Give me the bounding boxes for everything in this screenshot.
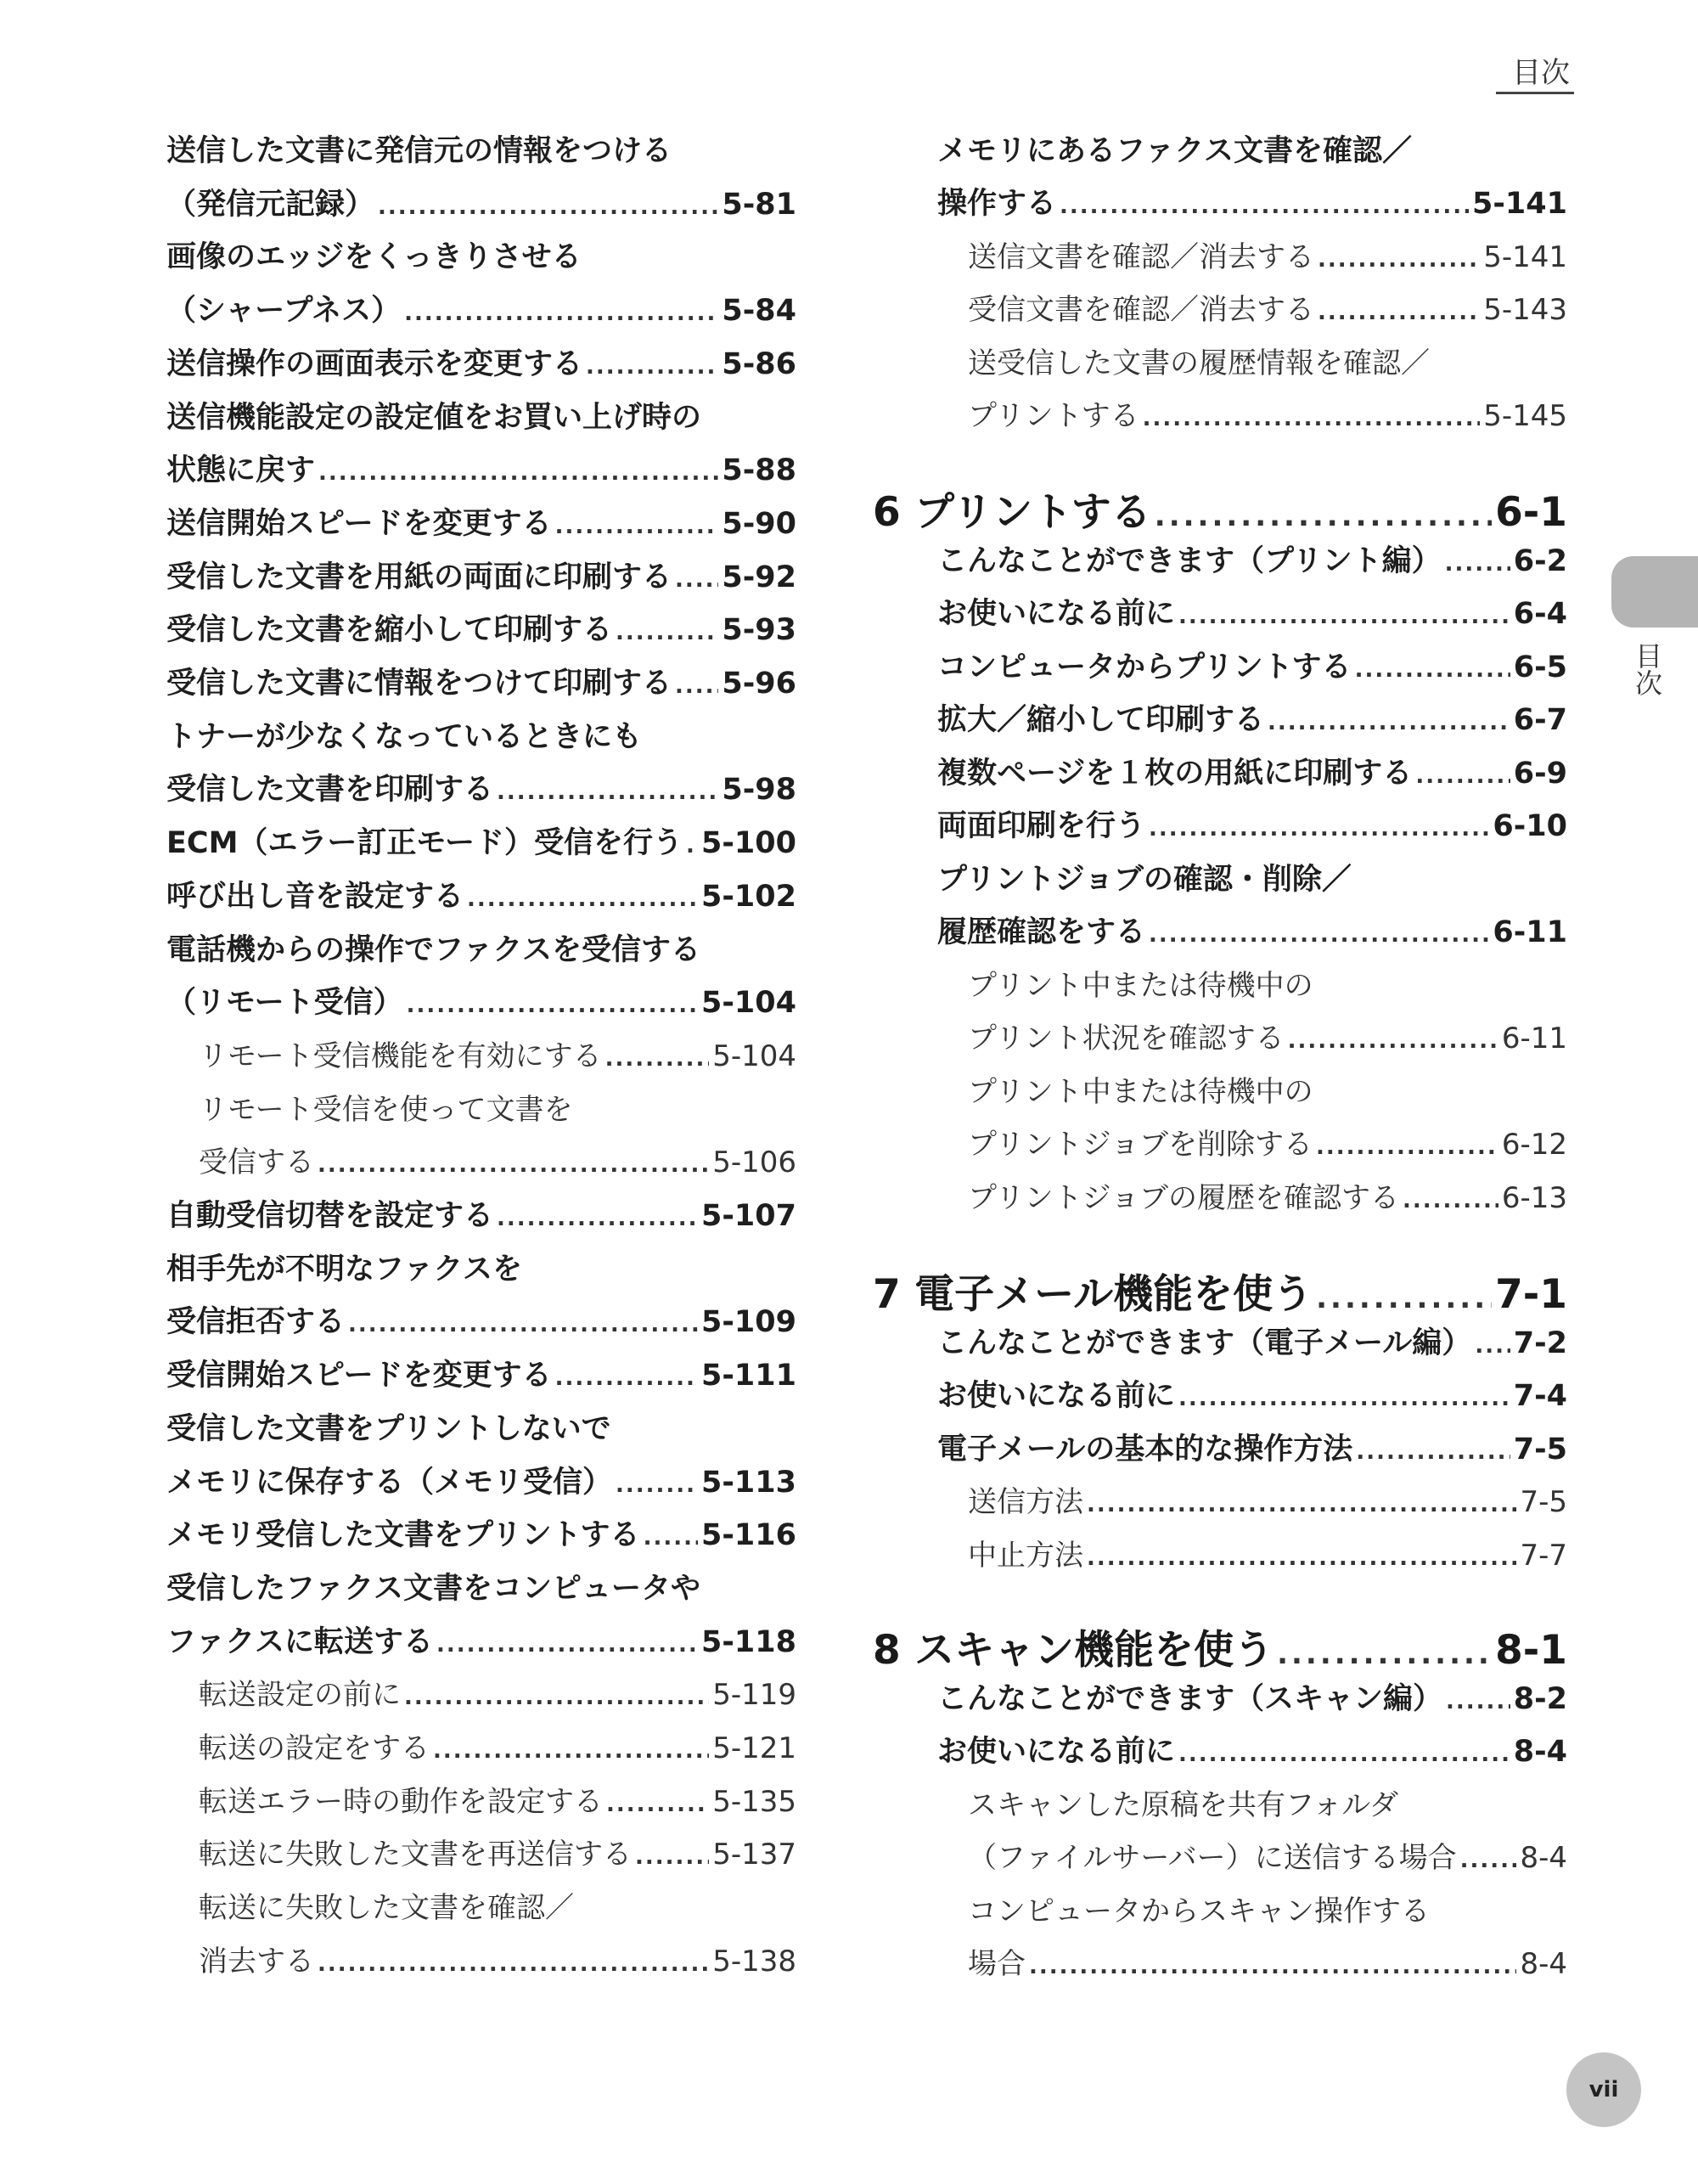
toc-entry-page: 5-118 xyxy=(701,1625,796,1659)
toc-leader-dots xyxy=(1143,406,1481,431)
toc-leader-dots xyxy=(644,1525,698,1551)
toc-entry-title: お使いになる前に xyxy=(937,597,1176,631)
toc-leader-dots xyxy=(378,194,718,220)
toc-leader-dots xyxy=(404,1685,709,1710)
toc-entry-page: 6-11 xyxy=(1501,1022,1567,1055)
toc-entry[interactable] xyxy=(199,1033,796,1084)
toc-entry-title: トナーが少なくなっているときにも xyxy=(166,720,643,754)
toc-entry-title: 受信したファクス文書をコンピュータや xyxy=(166,1572,700,1606)
toc-entry-title: お使いになる前に xyxy=(937,1735,1176,1769)
toc-entry[interactable] xyxy=(166,1459,796,1510)
toc-entry-title: 状態に戻す xyxy=(166,453,316,487)
toc-entry-title: メモリ受信した文書をプリントする xyxy=(166,1518,640,1552)
toc-entry-title: プリントジョブの履歴を確認する xyxy=(968,1181,1399,1215)
toc-entry-page: 5-138 xyxy=(712,1945,796,1979)
toc-leader-dots xyxy=(675,673,718,699)
toc-entry[interactable] xyxy=(166,1246,796,1297)
toc-entry[interactable] xyxy=(166,606,796,657)
toc-entry[interactable] xyxy=(937,802,1567,853)
toc-entry-title: 受信拒否する xyxy=(166,1305,346,1339)
toc-entry-page: 5-93 xyxy=(722,613,796,647)
toc-entry[interactable] xyxy=(166,926,796,977)
toc-entry-title: 送受信した文書の履歴情報を確認／ xyxy=(968,346,1430,380)
toc-entry-page: 5-92 xyxy=(722,560,796,594)
toc-entry[interactable] xyxy=(968,286,1567,337)
toc-entry-page: 7-2 xyxy=(1513,1326,1567,1360)
header-rule xyxy=(1496,92,1574,94)
toc-entry-title: 場合 xyxy=(968,1947,1026,1981)
toc-leader-dots xyxy=(555,1365,698,1391)
toc-entry-title: 送信開始スピードを変更する xyxy=(166,507,552,541)
toc-entry-page: 5-98 xyxy=(722,773,796,807)
toc-entry-title: お使いになる前に xyxy=(937,1379,1176,1413)
toc-entry-title: 6 プリントする xyxy=(873,489,1151,536)
toc-leader-dots xyxy=(407,993,698,1018)
toc-entry-page: 5-141 xyxy=(1483,240,1567,274)
toc-entry-page: 5-102 xyxy=(701,880,796,914)
toc-entry-page: 5-121 xyxy=(712,1731,796,1765)
toc-entry[interactable] xyxy=(166,713,796,764)
toc-entry-page: 6-9 xyxy=(1513,757,1567,791)
toc-entry-page: 5-116 xyxy=(701,1518,796,1552)
toc-entry-title: リモート受信機能を有効にする xyxy=(199,1039,602,1073)
toc-entry-title: 履歴確認をする xyxy=(937,915,1146,949)
toc-entry[interactable] xyxy=(166,181,796,232)
toc-leader-dots xyxy=(1149,816,1489,842)
toc-entry-title: （シャープネス） xyxy=(166,294,402,328)
toc-entry-title: 送信した文書に発信元の情報をつける xyxy=(166,134,672,168)
toc-entry[interactable] xyxy=(968,1532,1567,1583)
toc-entry-page: 7-7 xyxy=(1520,1539,1567,1573)
toc-entry[interactable] xyxy=(937,909,1567,960)
toc-entry[interactable] xyxy=(166,1298,796,1349)
toc-entry-title: 転送に失敗した文書を確認／ xyxy=(199,1891,574,1925)
toc-leader-dots xyxy=(497,780,718,805)
toc-entry-title: 操作する xyxy=(937,187,1057,221)
toc-leader-dots xyxy=(318,460,718,486)
toc-entry[interactable] xyxy=(166,127,796,178)
toc-entry-page: 6-13 xyxy=(1501,1181,1567,1215)
toc-entry[interactable] xyxy=(166,1511,796,1562)
toc-entry-title: 受信した文書を用紙の両面に印刷する xyxy=(166,560,672,594)
toc-entry[interactable] xyxy=(968,962,1567,1013)
toc-entry-page: 7-5 xyxy=(1520,1485,1567,1519)
toc-leader-dots xyxy=(1356,1439,1510,1465)
toc-entry[interactable] xyxy=(937,1675,1567,1726)
toc-entry-title: 拡大／縮小して印刷する xyxy=(937,703,1265,737)
toc-entry-title: 転送に失敗した文書を再送信する xyxy=(199,1838,632,1872)
toc-leader-dots xyxy=(1060,194,1469,219)
toc-entry-title: プリントジョブを削除する xyxy=(968,1128,1313,1162)
toc-entry-page: 6-7 xyxy=(1513,703,1567,737)
toc-leader-dots xyxy=(318,1152,709,1178)
toc-entry-page: 7-1 xyxy=(1495,1271,1567,1318)
toc-entry[interactable] xyxy=(937,856,1567,907)
toc-entry[interactable] xyxy=(937,644,1567,695)
toc-entry-title: 受信開始スピードを変更する xyxy=(166,1359,552,1393)
toc-entry[interactable] xyxy=(968,1478,1567,1529)
toc-entry[interactable] xyxy=(968,1174,1567,1225)
toc-entry-page: 8-4 xyxy=(1513,1735,1567,1769)
toc-leader-dots xyxy=(1087,1492,1516,1517)
toc-entry[interactable] xyxy=(166,979,796,1030)
toc-entry-page: 5-137 xyxy=(712,1838,796,1872)
toc-entry-title: ECM（エラー訂正モード）受信を行う xyxy=(166,826,683,860)
toc-leader-dots xyxy=(1415,763,1510,789)
toc-entry[interactable] xyxy=(166,234,796,284)
toc-entry-title: 中止方法 xyxy=(968,1539,1083,1573)
toc-leader-dots xyxy=(1318,247,1480,273)
toc-entry-title: 受信した文書をプリントしないで xyxy=(166,1412,611,1446)
toc-entry[interactable] xyxy=(968,1834,1567,1885)
toc-entry-title: 送信機能設定の設定値をお買い上げ時の xyxy=(166,401,702,435)
toc-entry[interactable] xyxy=(166,873,796,924)
toc-entry[interactable] xyxy=(166,500,796,551)
toc-leader-dots xyxy=(404,301,718,326)
toc-entry-page: 5-109 xyxy=(701,1305,796,1339)
toc-entry-page: 5-113 xyxy=(701,1466,796,1500)
toc-leader-dots xyxy=(1445,551,1510,577)
toc-entry[interactable] xyxy=(937,1372,1567,1423)
toc-entry-page: 5-86 xyxy=(722,347,796,381)
toc-entry[interactable] xyxy=(199,1086,796,1137)
toc-entry[interactable] xyxy=(166,1405,796,1456)
toc-entry[interactable] xyxy=(937,1426,1567,1477)
toc-entry-page: 6-10 xyxy=(1493,809,1567,843)
toc-entry[interactable] xyxy=(937,590,1567,641)
toc-leader-dots xyxy=(1149,922,1489,948)
toc-entry[interactable] xyxy=(968,1888,1567,1939)
toc-entry[interactable] xyxy=(166,1352,796,1403)
toc-entry-page: 5-81 xyxy=(722,188,796,222)
toc-leader-dots xyxy=(1446,1689,1510,1714)
toc-entry-page: 8-4 xyxy=(1520,1947,1567,1981)
toc-entry[interactable] xyxy=(968,1940,1567,1991)
page-number-badge: vii xyxy=(1566,2052,1641,2127)
toc-entry-page: 6-2 xyxy=(1513,544,1567,578)
toc-entry-title: 受信した文書を縮小して印刷する xyxy=(166,613,613,647)
toc-entry-title: 8 スキャン機能を使う xyxy=(873,1627,1274,1674)
toc-entry-title: プリント中または待機中の xyxy=(968,969,1313,1003)
toc-entry[interactable] xyxy=(937,750,1567,801)
toc-entry-page: 8-1 xyxy=(1495,1627,1567,1674)
toc-leader-dots xyxy=(1475,1333,1510,1359)
toc-entry[interactable] xyxy=(166,447,796,498)
toc-entry-page: 5-100 xyxy=(701,826,796,860)
toc-leader-dots xyxy=(586,354,718,380)
toc-leader-dots xyxy=(555,514,719,539)
toc-entry-title: 転送の設定をする xyxy=(199,1731,430,1765)
toc-entry-title: 送信文書を確認／消去する xyxy=(968,240,1314,274)
toc-leader-dots xyxy=(635,1844,709,1870)
toc-entry-title: スキャンした原稿を共有フォルダ xyxy=(968,1788,1398,1822)
toc-leader-dots xyxy=(1403,1188,1498,1213)
toc-entry[interactable] xyxy=(166,394,796,445)
toc-entry-title: 転送エラー時の動作を設定する xyxy=(199,1785,603,1819)
toc-entry-title: プリントジョブの確認・削除／ xyxy=(937,863,1352,897)
toc-leader-dots xyxy=(675,567,718,593)
toc-entry[interactable] xyxy=(199,1831,796,1882)
side-tab-label: 目次 xyxy=(1631,642,1663,696)
toc-leader-dots xyxy=(433,1738,709,1764)
toc-entry-title: ファクスに転送する xyxy=(166,1625,433,1659)
toc-entry-title: 7 電子メール機能を使う xyxy=(873,1271,1313,1318)
toc-entry-title: プリントする xyxy=(968,399,1139,433)
toc-leader-dots xyxy=(616,1472,698,1498)
toc-entry[interactable] xyxy=(937,1728,1567,1779)
toc-entry[interactable] xyxy=(199,1671,796,1722)
toc-entry-title: コンピュータからスキャン操作する xyxy=(968,1894,1430,1928)
toc-leader-dots xyxy=(1155,499,1492,533)
toc-entry-page: 6-4 xyxy=(1513,597,1567,631)
toc-entry-title: （発信元記録） xyxy=(166,188,375,222)
toc-leader-dots xyxy=(1355,657,1510,683)
toc-entry-page: 5-119 xyxy=(712,1678,796,1712)
toc-leader-dots xyxy=(616,620,718,645)
toc-entry-page: 5-107 xyxy=(701,1199,796,1233)
toc-leader-dots xyxy=(497,1206,698,1231)
toc-entry[interactable] xyxy=(166,1565,796,1616)
toc-leader-dots xyxy=(436,1632,698,1658)
toc-entry[interactable] xyxy=(166,287,796,338)
toc-entry-title: 両面印刷を行う xyxy=(937,809,1146,843)
toc-leader-dots xyxy=(1029,1954,1516,1979)
toc-leader-dots xyxy=(318,1951,709,1977)
toc-entry[interactable] xyxy=(199,1884,796,1935)
toc-entry-page: 5-104 xyxy=(712,1039,796,1073)
toc-entry-title: 送信方法 xyxy=(968,1485,1083,1519)
toc-entry-page: 5-104 xyxy=(701,986,796,1020)
toc-entry-title: 消去する xyxy=(199,1945,314,1979)
toc-entry-title: 受信した文書を印刷する xyxy=(166,773,494,807)
toc-leader-dots xyxy=(1316,1281,1492,1315)
toc-entry-page: 5-143 xyxy=(1483,293,1567,327)
toc-leader-dots xyxy=(348,1312,698,1337)
toc-entry[interactable] xyxy=(937,538,1567,588)
toc-entry[interactable] xyxy=(166,1192,796,1243)
toc-entry-title: コンピュータからプリントする xyxy=(937,650,1352,684)
header-section-label: 目次 xyxy=(1512,56,1570,90)
toc-entry-title: 複数ページを１枚の用紙に印刷する xyxy=(937,757,1413,791)
toc-entry-title: プリント状況を確認する xyxy=(968,1022,1285,1055)
toc-leader-dots xyxy=(1318,300,1480,325)
toc-entry[interactable] xyxy=(166,554,796,605)
toc-entry[interactable] xyxy=(937,1320,1567,1371)
toc-entry-page: 8-4 xyxy=(1520,1841,1567,1875)
toc-entry[interactable] xyxy=(968,1121,1567,1172)
toc-entry-title: こんなことができます（プリント編） xyxy=(937,544,1442,578)
toc-entry[interactable] xyxy=(199,1778,796,1829)
toc-entry-title: 画像のエッジをくっきりさせる xyxy=(166,240,582,274)
toc-leader-dots xyxy=(1277,1637,1492,1671)
toc-leader-dots xyxy=(1178,1742,1510,1767)
toc-entry-page: 7-4 xyxy=(1513,1379,1567,1413)
toc-entry-title: 呼び出し音を設定する xyxy=(166,880,464,914)
toc-leader-dots xyxy=(1178,604,1510,629)
toc-entry-page: 8-2 xyxy=(1513,1682,1567,1716)
toc-entry-title: （リモート受信） xyxy=(166,986,403,1020)
toc-leader-dots xyxy=(1316,1134,1498,1160)
toc-entry-title: メモリに保存する（メモリ受信） xyxy=(166,1466,613,1500)
toc-entry[interactable] xyxy=(166,660,796,711)
toc-entry-page: 5-106 xyxy=(712,1145,796,1179)
toc-leader-dots xyxy=(686,833,698,858)
toc-entry-page: 7-5 xyxy=(1513,1433,1567,1466)
toc-entry-page: 6-12 xyxy=(1501,1128,1567,1162)
toc-entry-page: 5-145 xyxy=(1483,399,1567,433)
toc-entry-title: 転送設定の前に xyxy=(199,1678,401,1712)
side-tab[interactable] xyxy=(1611,556,1698,628)
toc-entry-title: リモート受信を使って文書を xyxy=(199,1093,573,1127)
toc-entry-title: 相手先が不明なファクスを xyxy=(166,1252,522,1286)
toc-entry[interactable] xyxy=(937,180,1567,231)
toc-entry[interactable] xyxy=(199,1938,796,1989)
toc-leader-dots xyxy=(1178,1386,1510,1411)
toc-entry[interactable] xyxy=(968,1015,1567,1066)
toc-entry[interactable] xyxy=(968,1068,1567,1119)
toc-leader-dots xyxy=(1288,1028,1498,1054)
toc-entry[interactable] xyxy=(166,1618,796,1669)
toc-entry-page: 5-84 xyxy=(722,294,796,328)
toc-leader-dots xyxy=(605,1046,710,1072)
toc-entry[interactable] xyxy=(199,1725,796,1776)
toc-entry[interactable] xyxy=(166,766,796,817)
toc-entry[interactable] xyxy=(968,234,1567,284)
toc-entry-title: 受信文書を確認／消去する xyxy=(968,293,1314,327)
toc-entry-title: 電話機からの操作でファクスを受信する xyxy=(166,933,700,967)
toc-entry[interactable] xyxy=(968,392,1567,443)
toc-entry-page: 5-135 xyxy=(712,1785,796,1819)
toc-leader-dots xyxy=(1268,710,1510,735)
toc-entry-title: 受信した文書に情報をつけて印刷する xyxy=(166,667,672,701)
toc-entry-page: 5-141 xyxy=(1472,187,1567,221)
toc-entry-title: プリント中または待機中の xyxy=(968,1075,1313,1109)
toc-leader-dots xyxy=(1460,1848,1517,1873)
toc-entry-title: 自動受信切替を設定する xyxy=(166,1199,494,1233)
toc-entry[interactable] xyxy=(199,1139,796,1190)
toc-entry-page: 6-5 xyxy=(1513,650,1567,684)
toc-entry-title: こんなことができます（電子メール編） xyxy=(937,1326,1472,1360)
toc-entry-page: 6-11 xyxy=(1493,915,1567,949)
toc-entry-page: 5-90 xyxy=(722,507,796,541)
toc-entry-page: 5-111 xyxy=(701,1359,796,1393)
toc-entry-title: 送信操作の画面表示を変更する xyxy=(166,347,583,381)
toc-leader-dots xyxy=(467,887,698,912)
toc-leader-dots xyxy=(1087,1545,1516,1571)
toc-entry[interactable] xyxy=(166,819,796,870)
toc-entry[interactable] xyxy=(968,340,1567,391)
toc-leader-dots xyxy=(606,1792,709,1817)
toc-entry-title: こんなことができます（スキャン編） xyxy=(937,1682,1443,1716)
toc-entry-page: 5-96 xyxy=(722,667,796,701)
toc-entry[interactable] xyxy=(166,341,796,391)
toc-entry[interactable] xyxy=(968,1782,1567,1832)
toc-entry[interactable] xyxy=(937,696,1567,747)
toc-entry-page: 6-1 xyxy=(1495,489,1567,536)
toc-entry-title: 受信する xyxy=(199,1145,314,1179)
toc-entry-page: 5-88 xyxy=(722,453,796,487)
toc-entry[interactable] xyxy=(937,127,1567,178)
toc-entry-title: 電子メールの基本的な操作方法 xyxy=(937,1433,1353,1466)
toc-entry-title: メモリにあるファクス文書を確認／ xyxy=(937,134,1412,168)
toc-entry-title: （ファイルサーバー）に送信する場合 xyxy=(968,1841,1457,1875)
